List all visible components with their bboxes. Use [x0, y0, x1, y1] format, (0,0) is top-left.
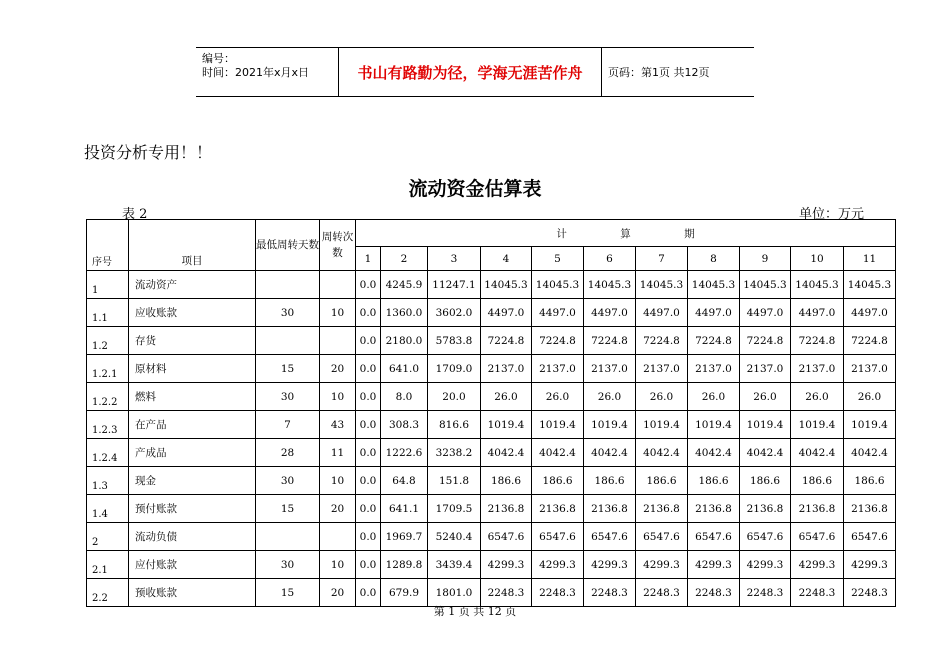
- row-value: 26.0: [688, 383, 740, 411]
- row-value: 0.0: [356, 271, 381, 299]
- row-value: 2137.0: [481, 355, 532, 383]
- row-value: 7224.8: [791, 327, 844, 355]
- row-seq: 1.3: [87, 467, 129, 495]
- row-value: 64.8: [381, 467, 428, 495]
- row-value: 0.0: [356, 383, 381, 411]
- row-seq: 1.2.2: [87, 383, 129, 411]
- period-header-cell: 6: [584, 247, 636, 271]
- period-header-cell: 10: [791, 247, 844, 271]
- period-header-cell: 5: [532, 247, 584, 271]
- row-value: 7224.8: [844, 327, 896, 355]
- row-value: 6547.6: [844, 523, 896, 551]
- row-seq: 1.1: [87, 299, 129, 327]
- row-item: 预付账款: [129, 495, 256, 523]
- row-value: 14045.3: [584, 271, 636, 299]
- row-value: 2136.8: [688, 495, 740, 523]
- row-min-days: 30: [256, 551, 320, 579]
- period-header-cell: 2: [381, 247, 428, 271]
- row-seq: 1.2.4: [87, 439, 129, 467]
- row-value: 4299.3: [481, 551, 532, 579]
- row-turnover: 20: [320, 495, 356, 523]
- row-value: 0.0: [356, 411, 381, 439]
- row-value: 151.8: [428, 467, 481, 495]
- row-value: 2137.0: [636, 355, 688, 383]
- unit-label: 单位：万元: [798, 207, 864, 222]
- row-value: 4299.3: [740, 551, 791, 579]
- period-header-cell: 3: [428, 247, 481, 271]
- row-item: 存货: [129, 327, 256, 355]
- row-value: 26.0: [740, 383, 791, 411]
- row-value: 641.0: [381, 355, 428, 383]
- row-value: 3439.4: [428, 551, 481, 579]
- row-value: 1019.4: [481, 411, 532, 439]
- row-value: 2136.8: [740, 495, 791, 523]
- row-min-days: [256, 271, 320, 299]
- period-header-cell: 11: [844, 247, 896, 271]
- row-value: 1019.4: [532, 411, 584, 439]
- table-row: [87, 383, 896, 411]
- row-turnover: [320, 523, 356, 551]
- row-value: 186.6: [740, 467, 791, 495]
- row-min-days: 7: [256, 411, 320, 439]
- row-item: 应付账款: [129, 551, 256, 579]
- row-turnover: 43: [320, 411, 356, 439]
- row-min-days: 15: [256, 579, 320, 607]
- row-value: 4299.3: [844, 551, 896, 579]
- row-value: 6547.6: [740, 523, 791, 551]
- row-value: 26.0: [791, 383, 844, 411]
- row-value: 1222.6: [381, 439, 428, 467]
- row-value: 186.6: [584, 467, 636, 495]
- table-row: [87, 551, 896, 579]
- row-min-days: [256, 327, 320, 355]
- row-value: 1709.5: [428, 495, 481, 523]
- table-row: [87, 355, 896, 383]
- time-label: 时间：2021年x月x日: [202, 66, 310, 79]
- row-value: 186.6: [532, 467, 584, 495]
- row-value: 4497.0: [636, 299, 688, 327]
- period-header-cell: 7: [636, 247, 688, 271]
- row-turnover: [320, 327, 356, 355]
- period-header-cell: 4: [481, 247, 532, 271]
- row-value: 5783.8: [428, 327, 481, 355]
- header-item: 项目: [129, 220, 256, 271]
- row-value: 4497.0: [844, 299, 896, 327]
- row-value: 4299.3: [532, 551, 584, 579]
- row-value: 4042.4: [740, 439, 791, 467]
- row-value: 4497.0: [688, 299, 740, 327]
- table-row: [87, 271, 896, 299]
- row-value: 7224.8: [532, 327, 584, 355]
- row-value: 4042.4: [584, 439, 636, 467]
- row-value: 4299.3: [584, 551, 636, 579]
- row-value: 14045.3: [636, 271, 688, 299]
- row-value: 3602.0: [428, 299, 481, 327]
- row-value: 0.0: [356, 523, 381, 551]
- row-min-days: 15: [256, 495, 320, 523]
- row-min-days: 30: [256, 467, 320, 495]
- row-value: 14045.3: [844, 271, 896, 299]
- row-value: 2136.8: [791, 495, 844, 523]
- row-value: 0.0: [356, 495, 381, 523]
- row-value: 6547.6: [791, 523, 844, 551]
- row-seq: 2.1: [87, 551, 129, 579]
- row-value: 186.6: [481, 467, 532, 495]
- row-item: 燃料: [129, 383, 256, 411]
- row-value: 4245.9: [381, 271, 428, 299]
- table-row: [87, 495, 896, 523]
- row-value: 5240.4: [428, 523, 481, 551]
- row-value: 2136.8: [636, 495, 688, 523]
- row-value: 4497.0: [740, 299, 791, 327]
- row-value: 3238.2: [428, 439, 481, 467]
- row-value: 4299.3: [791, 551, 844, 579]
- table-row: [87, 327, 896, 355]
- row-value: 2248.3: [740, 579, 791, 607]
- header-seq: 序号: [87, 220, 129, 271]
- row-value: 2248.3: [584, 579, 636, 607]
- row-value: 2137.0: [791, 355, 844, 383]
- row-value: 26.0: [481, 383, 532, 411]
- row-value: 4299.3: [636, 551, 688, 579]
- row-value: 1289.8: [381, 551, 428, 579]
- row-seq: 1.2.1: [87, 355, 129, 383]
- row-value: 2136.8: [532, 495, 584, 523]
- row-turnover: 10: [320, 551, 356, 579]
- row-value: 0.0: [356, 439, 381, 467]
- row-value: 2180.0: [381, 327, 428, 355]
- row-turnover: [320, 271, 356, 299]
- row-item: 产成品: [129, 439, 256, 467]
- row-seq: 1.2: [87, 327, 129, 355]
- row-value: 2137.0: [688, 355, 740, 383]
- table-row: [87, 411, 896, 439]
- row-seq: 1.4: [87, 495, 129, 523]
- row-item: 预收账款: [129, 579, 256, 607]
- row-seq: 1.2.3: [87, 411, 129, 439]
- row-value: 7224.8: [688, 327, 740, 355]
- note-text: 投资分析专用！！: [84, 143, 213, 162]
- row-value: 0.0: [356, 327, 381, 355]
- row-value: 186.6: [636, 467, 688, 495]
- row-value: 14045.3: [688, 271, 740, 299]
- row-seq: 2: [87, 523, 129, 551]
- row-min-days: 28: [256, 439, 320, 467]
- row-value: 4042.4: [791, 439, 844, 467]
- row-value: 186.6: [791, 467, 844, 495]
- row-value: 14045.3: [481, 271, 532, 299]
- header-period: 计 算 期: [356, 220, 896, 247]
- row-value: 2137.0: [844, 355, 896, 383]
- row-value: 2136.8: [844, 495, 896, 523]
- row-value: 1019.4: [740, 411, 791, 439]
- page-info: 页码：第1页 共12页: [608, 66, 710, 79]
- row-value: 26.0: [844, 383, 896, 411]
- row-value: 2137.0: [532, 355, 584, 383]
- table-row: [87, 439, 896, 467]
- row-value: 7224.8: [584, 327, 636, 355]
- row-value: 7224.8: [636, 327, 688, 355]
- row-value: 4042.4: [481, 439, 532, 467]
- page-footer: 第 1 页 共 12 页: [433, 605, 517, 618]
- row-item: 现金: [129, 467, 256, 495]
- period-header-cell: 9: [740, 247, 791, 271]
- row-value: 11247.1: [428, 271, 481, 299]
- row-item: 流动负债: [129, 523, 256, 551]
- row-value: 1019.4: [791, 411, 844, 439]
- period-header-cell: 1: [356, 247, 381, 271]
- row-value: 6547.6: [688, 523, 740, 551]
- table-number: 表 2: [122, 207, 148, 222]
- row-value: 2137.0: [584, 355, 636, 383]
- row-turnover: 20: [320, 355, 356, 383]
- row-value: 20.0: [428, 383, 481, 411]
- row-min-days: 30: [256, 299, 320, 327]
- row-value: 0.0: [356, 299, 381, 327]
- row-item: 流动资产: [129, 271, 256, 299]
- header-min-days: 最低周转天数: [256, 220, 320, 271]
- row-value: 26.0: [636, 383, 688, 411]
- row-value: 1969.7: [381, 523, 428, 551]
- row-value: 26.0: [532, 383, 584, 411]
- row-value: 4042.4: [532, 439, 584, 467]
- row-value: 1360.0: [381, 299, 428, 327]
- row-seq: 2.2: [87, 579, 129, 607]
- row-min-days: [256, 523, 320, 551]
- period-header-cell: 8: [688, 247, 740, 271]
- row-turnover: 11: [320, 439, 356, 467]
- row-value: 4497.0: [584, 299, 636, 327]
- row-value: 7224.8: [740, 327, 791, 355]
- row-value: 816.6: [428, 411, 481, 439]
- row-value: 2136.8: [481, 495, 532, 523]
- row-value: 1019.4: [844, 411, 896, 439]
- row-value: 14045.3: [791, 271, 844, 299]
- row-value: 6547.6: [584, 523, 636, 551]
- row-value: 186.6: [844, 467, 896, 495]
- row-turnover: 20: [320, 579, 356, 607]
- row-seq: 1: [87, 271, 129, 299]
- row-value: 4042.4: [688, 439, 740, 467]
- table-row: [87, 467, 896, 495]
- row-value: 4042.4: [636, 439, 688, 467]
- row-turnover: 10: [320, 467, 356, 495]
- row-value: 14045.3: [532, 271, 584, 299]
- row-value: 4042.4: [844, 439, 896, 467]
- working-capital-table: [86, 219, 896, 607]
- row-value: 1019.4: [688, 411, 740, 439]
- row-value: 4497.0: [791, 299, 844, 327]
- row-item: 原材料: [129, 355, 256, 383]
- motto: 书山有路勤为径，学海无涯苦作舟: [339, 48, 602, 96]
- row-value: 26.0: [584, 383, 636, 411]
- row-turnover: 10: [320, 299, 356, 327]
- row-value: 1709.0: [428, 355, 481, 383]
- row-min-days: 30: [256, 383, 320, 411]
- row-value: 2248.3: [636, 579, 688, 607]
- row-turnover: 10: [320, 383, 356, 411]
- row-value: 6547.6: [636, 523, 688, 551]
- page-title: 流动资金估算表: [408, 178, 542, 200]
- row-value: 186.6: [688, 467, 740, 495]
- row-value: 4497.0: [532, 299, 584, 327]
- row-value: 0.0: [356, 467, 381, 495]
- row-item: 应收账款: [129, 299, 256, 327]
- row-item: 在产品: [129, 411, 256, 439]
- row-value: 0.0: [356, 355, 381, 383]
- row-value: 2136.8: [584, 495, 636, 523]
- row-value: 2248.3: [791, 579, 844, 607]
- row-value: 2248.3: [532, 579, 584, 607]
- row-value: 0.0: [356, 579, 381, 607]
- header-turnover: 周转次数: [320, 220, 356, 271]
- document-header: [196, 47, 754, 97]
- row-value: 308.3: [381, 411, 428, 439]
- row-value: 679.9: [381, 579, 428, 607]
- row-min-days: 15: [256, 355, 320, 383]
- table-row: [87, 523, 896, 551]
- row-value: 6547.6: [532, 523, 584, 551]
- row-value: 2248.3: [688, 579, 740, 607]
- table-row: [87, 299, 896, 327]
- row-value: 4299.3: [688, 551, 740, 579]
- row-value: 14045.3: [740, 271, 791, 299]
- row-value: 7224.8: [481, 327, 532, 355]
- row-value: 4497.0: [481, 299, 532, 327]
- header-meta: [196, 48, 339, 96]
- row-value: 1801.0: [428, 579, 481, 607]
- row-value: 2248.3: [481, 579, 532, 607]
- row-value: 8.0: [381, 383, 428, 411]
- row-value: 1019.4: [636, 411, 688, 439]
- number-label: 编号：: [202, 52, 235, 65]
- row-value: 1019.4: [584, 411, 636, 439]
- row-value: 2248.3: [844, 579, 896, 607]
- row-value: 0.0: [356, 551, 381, 579]
- row-value: 6547.6: [481, 523, 532, 551]
- row-value: 2137.0: [740, 355, 791, 383]
- row-value: 641.1: [381, 495, 428, 523]
